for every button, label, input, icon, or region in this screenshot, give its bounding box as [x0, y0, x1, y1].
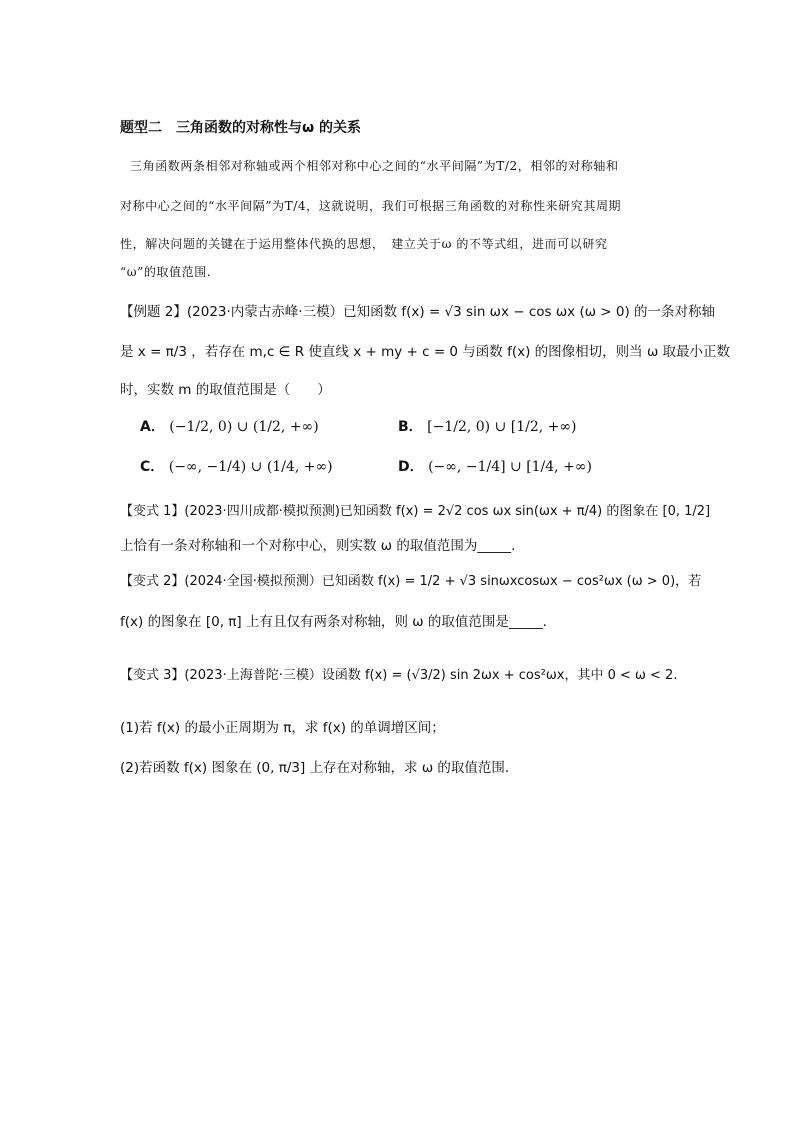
intro-line-1: 三角函数两条相邻对称轴或两个相邻对称中心之间的“水平间隔”为T/2，相邻的对称轴和 [130, 159, 619, 173]
choice-label: D． [398, 459, 424, 475]
choice-a[interactable] [140, 416, 319, 438]
variant2-line-2: f(x) 的图象在 [0, π] 上有且仅有两条对称轴，则 ω 的取值范围是_____. [120, 614, 547, 630]
choice-label: A． [140, 419, 165, 435]
example2-line-2: 是 x = π/3 ，若存在 m,c ∈ R 使直线 x + my + c = 0 与函数 f(x) 的图像相切，则当 ω 取最小正数 [120, 344, 731, 360]
choice-text: [−1/2, 0) ∪ [1/2, +∞) [427, 419, 577, 435]
choice-b[interactable] [398, 416, 577, 438]
intro-line-3: 性，解决问题的关键在于运用整体代换的思想， 建立关于ω 的不等式组，进而可以研究 [120, 237, 608, 251]
variant1-line-2: 上恰有一条对称轴和一个对称中心，则实数 ω 的取值范围为_____. [120, 538, 516, 554]
choice-label: C． [140, 459, 165, 475]
choice-text: (−∞, −1/4] ∪ [1/4, +∞) [428, 459, 592, 475]
variant2-line-1: 【变式 2】(2024·全国·模拟预测）已知函数 f(x) = 1/2 + √3 sinωxcosωx − cos²ωx (ω > 0)，若 [120, 574, 702, 589]
example2-line-3: 时，实数 m 的取值范围是（ ） [120, 382, 331, 398]
example2-line-1: 【例题 2】(2023·内蒙古赤峰·三模）已知函数 f(x) = √3 sin ωx − cos ωx (ω > 0) 的一条对称轴 [120, 304, 716, 320]
intro-line-4: “ω”的取值范围. [120, 265, 212, 279]
choice-c[interactable] [140, 456, 333, 478]
intro-line-2: 对称中心之间的“水平间隔”为T/4，这就说明，我们可根据三角函数的对称性来研究其周期 [120, 199, 622, 213]
choice-label: B． [398, 419, 423, 435]
choice-text: (−1/2, 0) ∪ (1/2, +∞) [169, 419, 319, 435]
variant3-line-1: 【变式 3】(2023·上海普陀·三模）设函数 f(x) = (√3/2) sin 2ωx + cos²ωx，其中 0 < ω < 2. [120, 668, 678, 683]
variant1-line-1: 【变式 1】(2023·四川成都·模拟预测)已知函数 f(x) = 2√2 cos ωx sin(ωx + π/4) 的图象在 [0, 1/2] [120, 504, 711, 519]
section-title: 题型二 三角函数的对称性与ω 的关系 [120, 120, 362, 136]
variant3-question-1: (1)若 f(x) 的最小正周期为 π，求 f(x) 的单调增区间； [120, 720, 445, 736]
variant3-question-2: (2)若函数 f(x) 图象在 (0, π/3] 上存在对称轴，求 ω 的取值范围. [120, 760, 510, 776]
choice-text: (−∞, −1/4) ∪ (1/4, +∞) [168, 459, 333, 475]
choice-d[interactable] [398, 456, 592, 478]
